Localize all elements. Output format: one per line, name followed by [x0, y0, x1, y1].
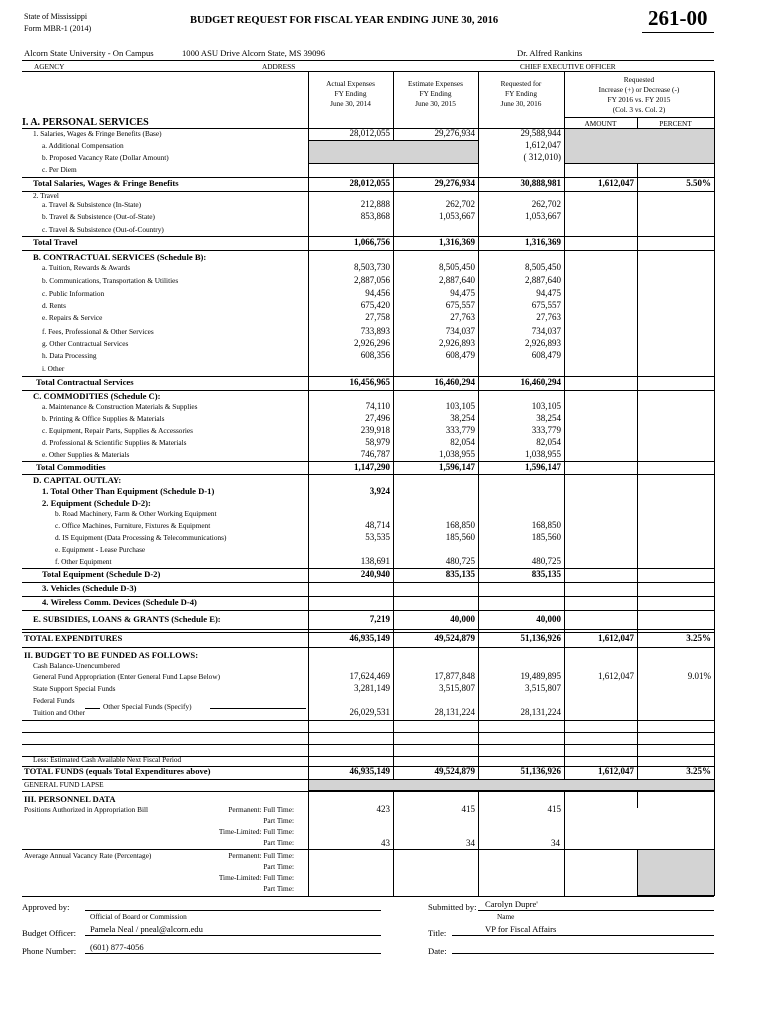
title-value: VP for Fiscal Affairs — [485, 924, 557, 934]
cell-requested: 27,763 — [536, 312, 561, 322]
part-time-actual: 43 — [381, 838, 390, 848]
part-time-estimate: 34 — [466, 838, 475, 848]
cell-requested: 30,888,981 — [520, 178, 561, 188]
submitted-by-label: Submitted by: — [428, 902, 477, 912]
title-label: Title: — [428, 928, 447, 938]
ceo-label: CHIEF EXECUTIVE OFFICER — [520, 62, 616, 71]
cell-requested: 8,505,450 — [525, 262, 561, 272]
cell-actual: 240,940 — [360, 569, 390, 579]
row-label: General Fund Appropriation (Enter General Fund Lapse Below) — [33, 672, 221, 681]
phone-label: Phone Number: — [22, 946, 77, 956]
budget-officer-label: Budget Officer: — [22, 928, 77, 938]
row-label: e. Equipment - Lease Purchase — [55, 545, 146, 554]
cell-estimate: 40,000 — [450, 614, 475, 624]
official-label: Official of Board or Commission — [90, 912, 187, 921]
cell-requested: 1,596,147 — [525, 462, 561, 472]
cell-estimate: 1,053,667 — [439, 211, 475, 221]
row-label: 1. Total Other Than Equipment (Schedule D-1) — [42, 486, 215, 496]
cell-change-percent: 3.25% — [686, 633, 711, 643]
cell-estimate: 480,725 — [445, 556, 475, 566]
cell-requested: 1,612,047 — [525, 140, 561, 150]
cell-change-percent: 9.01% — [687, 671, 711, 681]
cell-change-amount: 1,612,047 — [598, 633, 634, 643]
cell-requested: 835,135 — [531, 569, 561, 579]
row-label: a. Travel & Subsistence (In-State) — [42, 200, 142, 209]
cell-actual: 46,935,149 — [349, 766, 390, 776]
address-label: ADDRESS — [262, 62, 296, 71]
row-label: c. Equipment, Repair Parts, Supplies & Accessories — [42, 426, 193, 435]
approved-by-label: Approved by: — [22, 902, 70, 912]
cell-actual: 2,887,056 — [354, 275, 390, 285]
row-label: 1. Salaries, Wages & Fringe Benefits (Base) — [33, 129, 162, 138]
cell-requested: 734,037 — [531, 326, 561, 336]
cell-estimate: 675,557 — [445, 300, 475, 310]
cell-estimate: 734,037 — [445, 326, 475, 336]
cell-estimate: 185,560 — [445, 532, 475, 542]
cell-actual: 46,935,149 — [349, 633, 390, 643]
col-amount-header: AMOUNT — [584, 119, 617, 128]
cell-requested: 19,489,895 — [520, 671, 561, 681]
budget-officer-value: Pamela Neal / pneal@alcorn.edu — [90, 924, 203, 934]
date-label: Date: — [428, 946, 447, 956]
row-label: c. Travel & Subsistence (Out-of-Country) — [42, 225, 164, 234]
row-label: i. Other — [42, 364, 65, 373]
cell-actual: 8,503,730 — [354, 262, 390, 272]
cell-estimate: 1,038,955 — [439, 449, 475, 459]
col-requested-header: Requested for FY Ending June 30, 2016 — [500, 79, 542, 108]
row-label: b. Communications, Transportation & Utilities — [42, 276, 179, 285]
row-label: III. PERSONNEL DATA — [24, 794, 116, 804]
row-label: c. Public Information — [42, 289, 105, 298]
cell-estimate: 29,276,934 — [434, 128, 475, 138]
col-percent-header: PERCENT — [659, 119, 692, 128]
cell-estimate: 835,135 — [445, 569, 475, 579]
cell-actual: 675,420 — [360, 300, 390, 310]
cell-requested: 82,054 — [536, 437, 561, 447]
cell-requested: 415 — [547, 804, 561, 814]
part-time-requested: 34 — [551, 838, 560, 848]
cell-estimate: 16,460,294 — [434, 377, 475, 387]
cell-actual: 48,714 — [365, 520, 390, 530]
ceo-name: Dr. Alfred Rankins — [517, 48, 583, 58]
row-label: a. Additional Compensation — [42, 141, 124, 150]
cell-requested: 16,460,294 — [520, 377, 561, 387]
cell-actual: 53,535 — [365, 532, 390, 542]
row-label: Total Commodities — [36, 462, 106, 472]
phone-value: (601) 877-4056 — [90, 942, 144, 952]
cell-actual: 7,219 — [369, 614, 390, 624]
cell-actual: 853,868 — [360, 211, 390, 221]
agency-label: AGENCY — [34, 62, 65, 71]
cell-change-amount: 1,612,047 — [598, 178, 634, 188]
cell-estimate: 1,596,147 — [439, 462, 475, 472]
cell-actual: 2,926,296 — [354, 338, 390, 348]
row-label: d. Professional & Scientific Supplies & Materials — [42, 438, 187, 447]
personnel-category-label: Time-Limited: Full Time: — [218, 873, 294, 882]
row-label: Cash Balance-Unencumbered — [33, 661, 120, 670]
cell-actual: 58,979 — [365, 437, 390, 447]
cell-actual: 239,918 — [360, 425, 390, 435]
cell-actual: 423 — [376, 804, 390, 814]
row-label: d. Rents — [42, 301, 66, 310]
personnel-category-label: Permanent: Full Time: — [228, 805, 294, 814]
form-title: BUDGET REQUEST FOR FISCAL YEAR ENDING JUNE 30, 2016 — [190, 15, 499, 26]
cell-estimate: 2,926,893 — [439, 338, 475, 348]
row-label: 4. Wireless Comm. Devices (Schedule D-4) — [42, 597, 197, 607]
row-label: b. Road Machinery, Farm & Other Working Equipment — [55, 509, 217, 518]
row-label: State Support Special Funds — [33, 684, 116, 693]
cell-requested: 2,887,640 — [525, 275, 561, 285]
cell-actual: 16,456,965 — [349, 377, 390, 387]
cell-actual: 746,787 — [360, 449, 390, 459]
cell-estimate: 49,524,879 — [434, 633, 475, 643]
cell-requested: 29,588,944 — [520, 128, 561, 138]
cell-actual: 27,758 — [365, 312, 390, 322]
cell-actual: 733,893 — [360, 326, 390, 336]
row-label: II. BUDGET TO BE FUNDED AS FOLLOWS: — [24, 650, 199, 660]
row-label: Total Equipment (Schedule D-2) — [42, 569, 161, 579]
row-label: c. Office Machines, Furniture, Fixtures & Equipment — [55, 521, 211, 530]
cell-requested: 3,515,807 — [525, 683, 561, 693]
row-label: f. Fees, Professional & Other Services — [42, 327, 154, 336]
cell-estimate: 415 — [461, 804, 475, 814]
cell-estimate: 8,505,450 — [439, 262, 475, 272]
agency-address: 1000 ASU Drive Alcorn State, MS 39096 — [182, 48, 325, 58]
row-label: Total Salaries, Wages & Fringe Benefits — [33, 178, 179, 188]
cell-estimate: 168,850 — [445, 520, 475, 530]
cell-requested: 675,557 — [531, 300, 561, 310]
cell-requested: 38,254 — [536, 413, 561, 423]
cell-requested: 40,000 — [536, 614, 561, 624]
cell-requested: 168,850 — [531, 520, 561, 530]
cell-actual: 3,924 — [369, 486, 390, 496]
row-label: Average Annual Vacancy Rate (Percentage) — [24, 851, 152, 860]
row-label: Tuition and Other — [33, 708, 86, 717]
cell-estimate: 38,254 — [450, 413, 475, 423]
cell-requested: 51,136,926 — [520, 766, 561, 776]
personnel-category-label: Part Time: — [263, 816, 294, 825]
row-label: h. Data Processing — [42, 351, 97, 360]
cell-estimate: 17,877,848 — [434, 671, 475, 681]
personnel-category-label: Part Time: — [263, 884, 294, 893]
cell-estimate: 608,479 — [445, 350, 475, 360]
cell-estimate: 3,515,807 — [439, 683, 475, 693]
cell-change-percent: 5.50% — [686, 178, 711, 188]
cell-estimate: 28,131,224 — [434, 707, 475, 717]
row-label: b. Printing & Office Supplies & Materials — [42, 414, 165, 423]
cell-requested: 480,725 — [531, 556, 561, 566]
personnel-category-label: Permanent: Full Time: — [228, 851, 294, 860]
cell-actual: 212,888 — [360, 199, 390, 209]
row-label: 2. Travel — [33, 191, 59, 200]
row-label: Federal Funds — [33, 696, 75, 705]
cell-actual: 17,624,469 — [349, 671, 390, 681]
cell-estimate: 94,475 — [450, 288, 475, 298]
col-change-header: Requested Increase (+) or Decrease (-) FY 2016 vs. FY 2015 (Col. 3 vs. Col. 2) — [598, 75, 680, 114]
cell-requested: 1,053,667 — [525, 211, 561, 221]
cell-actual: 3,281,149 — [354, 683, 390, 693]
agency-code: 261-00 — [648, 6, 708, 30]
row-label: C. COMMODITIES (Schedule C): — [33, 391, 161, 401]
cell-actual: 74,110 — [365, 401, 390, 411]
row-label: TOTAL EXPENDITURES — [24, 633, 123, 643]
form-number: Form MBR-1 (2014) — [24, 24, 92, 33]
submitted-by-value: Carolyn Dupre' — [485, 899, 538, 909]
cell-requested: 94,475 — [536, 288, 561, 298]
cell-estimate: 1,316,369 — [439, 237, 475, 247]
cell-actual: 138,691 — [360, 556, 390, 566]
cell-requested: 2,926,893 — [525, 338, 561, 348]
row-label: E. SUBSIDIES, LOANS & GRANTS (Schedule E): — [33, 614, 221, 624]
cell-requested: 262,702 — [531, 199, 561, 209]
cell-actual: 28,012,055 — [349, 178, 390, 188]
row-label: e. Repairs & Service — [42, 313, 103, 322]
cell-requested: 28,131,224 — [520, 707, 561, 717]
personnel-category-label: Part Time: — [263, 838, 294, 847]
row-label: Positions Authorized in Appropriation Bill — [24, 805, 149, 814]
cell-actual: 26,029,531 — [349, 707, 390, 717]
cell-requested: 185,560 — [531, 532, 561, 542]
row-label: D. CAPITAL OUTLAY: — [33, 475, 122, 485]
state-name: State of Mississippi — [24, 12, 88, 21]
cell-actual: 608,356 — [360, 350, 390, 360]
cell-estimate: 262,702 — [445, 199, 475, 209]
row-label: 2. Equipment (Schedule D-2): — [42, 498, 151, 508]
row-label: a. Maintenance & Construction Materials & Supplies — [42, 402, 198, 411]
row-label: f. Other Equipment — [55, 557, 112, 566]
cell-actual: 28,012,055 — [349, 128, 390, 138]
row-label: g. Other Contractual Services — [42, 339, 129, 348]
cell-actual: 27,496 — [365, 413, 390, 423]
row-label: Less: Estimated Cash Available Next Fiscal Period — [33, 755, 182, 764]
cell-requested: 333,779 — [531, 425, 561, 435]
cell-actual: 1,147,290 — [354, 462, 390, 472]
cell-change-amount: 1,612,047 — [598, 766, 634, 776]
cell-estimate: 2,887,640 — [439, 275, 475, 285]
cell-estimate: 49,524,879 — [434, 766, 475, 776]
cell-requested: 608,479 — [531, 350, 561, 360]
cell-change-percent: 3.25% — [686, 766, 711, 776]
row-label: c. Per Diem — [42, 165, 77, 174]
cell-requested: 103,105 — [531, 401, 561, 411]
other-special-funds-label: Other Special Funds (Specify) — [103, 702, 192, 711]
personnel-category-label: Part Time: — [263, 862, 294, 871]
col-estimate-header: Estimate Expenses FY Ending June 30, 2015 — [408, 79, 463, 108]
row-label: I. A. PERSONAL SERVICES — [22, 117, 149, 128]
row-label: GENERAL FUND LAPSE — [24, 780, 104, 789]
row-label: Total Travel — [33, 237, 78, 247]
row-label: b. Travel & Subsistence (Out-of-State) — [42, 212, 155, 221]
cell-estimate: 103,105 — [445, 401, 475, 411]
row-label: e. Other Supplies & Materials — [42, 450, 130, 459]
cell-requested: ( 312,010) — [523, 152, 561, 162]
row-label: 3. Vehicles (Schedule D-3) — [42, 583, 137, 593]
cell-change-amount: 1,612,047 — [598, 671, 634, 681]
cell-estimate: 29,276,934 — [434, 178, 475, 188]
row-label: TOTAL FUNDS (equals Total Expenditures above) — [24, 766, 211, 776]
row-label: d. IS Equipment (Data Processing & Telecommunications) — [55, 533, 227, 542]
row-label: Total Contractual Services — [36, 377, 134, 387]
name-label: Name — [497, 912, 515, 921]
cell-estimate: 333,779 — [445, 425, 475, 435]
agency-name: Alcorn State University - On Campus — [24, 48, 154, 58]
row-label: a. Tuition, Rewards & Awards — [42, 263, 131, 272]
cell-actual: 1,066,756 — [354, 237, 390, 247]
cell-actual: 94,456 — [365, 288, 390, 298]
row-label: b. Proposed Vacancy Rate (Dollar Amount) — [42, 153, 169, 162]
cell-requested: 1,316,369 — [525, 237, 561, 247]
cell-estimate: 82,054 — [450, 437, 475, 447]
cell-requested: 51,136,926 — [520, 633, 561, 643]
row-label: B. CONTRACTUAL SERVICES (Schedule B): — [33, 252, 207, 262]
cell-requested: 1,038,955 — [525, 449, 561, 459]
col-actual-header: Actual Expenses FY Ending June 30, 2014 — [326, 79, 375, 108]
personnel-category-label: Time-Limited: Full Time: — [218, 827, 294, 836]
cell-estimate: 27,763 — [450, 312, 475, 322]
